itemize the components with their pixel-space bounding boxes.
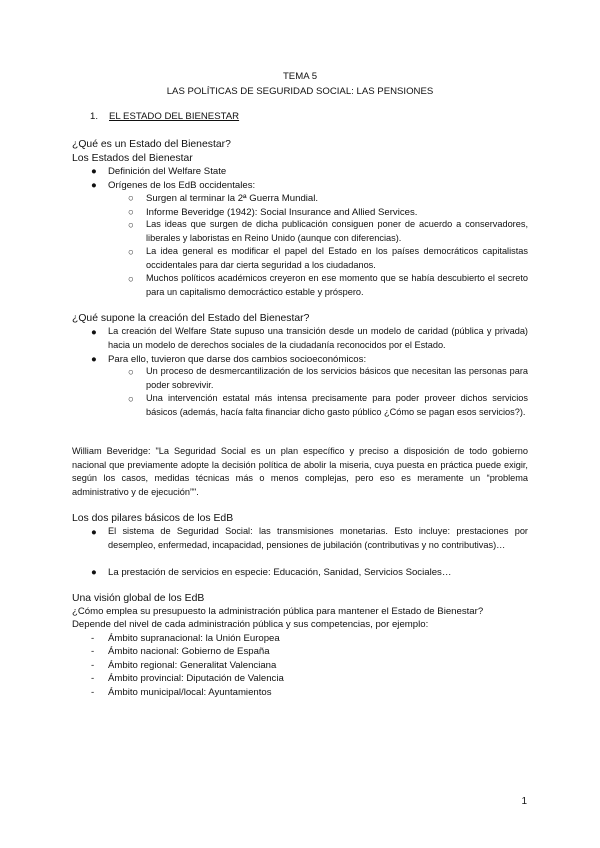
dash-bullet: - [91,673,95,684]
sub-bullet-circle: ○ [128,220,134,231]
list-item: Las ideas que surgen de dicha publicación consiguen poner de acuerdo a conservadores, liberales y laboristas en Reino Unido (aunque con diferencias). [146,219,528,243]
list-item: Ámbito provincial: Diputación de Valencia [108,673,284,684]
bullet-dot: ● [91,527,97,538]
page-number: 1 [521,796,527,807]
question-1: ¿Qué es un Estado del Bienestar? [72,139,231,150]
subtitle-estados: Los Estados del Bienestar [72,153,193,164]
list-item: Muchos políticos académicos creyeron en ese momento que se había descubierto el secreto para un capitalismo democráctico estable y próspero. [146,273,528,297]
global-intro: Depende del nivel de cada administración pública y sus competencias, por ejemplo: [72,619,429,630]
sub-bullet-circle: ○ [128,394,134,405]
list-item: Para ello, tuvieron que darse dos cambios socioeconómicos: [108,354,367,365]
list-item: Surgen al terminar la 2ª Guerra Mundial. [146,193,319,204]
sub-bullet-circle: ○ [128,367,134,378]
bullet-dot: ● [91,567,97,578]
pillars-title: Los dos pilares básicos de los EdB [72,513,234,524]
dash-bullet: - [91,646,95,657]
list-item: La creación del Welfare State supuso una transición desde un modelo de caridad (pública y privada) hacia un modelo de derechos sociales de la ciudadanía reconocidos por el Estado. [108,326,528,350]
tema-label: TEMA 5 [282,71,318,82]
list-item: Una intervención estatal más intensa precisamente para poder proveer dichos servicios básicos (además, hacía falta financiar dicho gasto público ¿Cómo se pagan esos servicios?). [146,393,528,417]
section-title: EL ESTADO DEL BIENESTAR [109,111,240,122]
list-item: El sistema de Seguridad Social: las transmisiones monetarias. Esto incluye: prestaciones por desempleo, enfermedad, incapacidad, pensiones de jubilación (contributivas y no contributivas)… [108,526,528,550]
dash-bullet: - [91,687,95,698]
question-2: ¿Qué supone la creación del Estado del Bienestar? [72,313,310,324]
bullet-dot: ● [91,327,97,338]
sub-bullet-circle: ○ [128,207,134,218]
bullet-dot: ● [91,180,97,191]
list-item: Ámbito nacional: Gobierno de España [108,646,270,657]
global-title: Una visión global de los EdB [72,593,205,604]
sub-bullet-circle: ○ [128,274,134,285]
list-item: Informe Beveridge (1942): Social Insurance and Allied Services. [146,207,418,218]
list-item: Definición del Welfare State [108,166,227,177]
dash-bullet: - [91,633,95,644]
list-item: La prestación de servicios en especie: Educación, Sanidad, Servicios Sociales… [108,567,452,578]
beveridge-quote: William Beveridge: "La Seguridad Social es un plan específico y preciso a disposición de todo gobierno nacional que previamente adopte la decisión política de abolir la miseria, cuya puesta en práctica puede exigir, según los casos, medidas técnicas más o menos complejas, pero eso es meramente un “problema administrativo y de ejecución”". [72,446,528,497]
list-item: La idea general es modificar el papel del Estado en los países democráticos capitalistas occidentales para dar cierta seguridad a los ciudadanos. [146,246,528,270]
list-item: Orígenes de los EdB occidentales: [108,180,256,191]
dash-bullet: - [91,660,95,671]
list-item: Un proceso de desmercantilización de los servicios básicos que necesitan las personas para poder sobrevivir. [146,366,528,390]
global-question: ¿Cómo emplea su presupuesto la administración pública para mantener el Estado de Bienestar? [72,606,484,617]
document-title: LAS POLÍTICAS DE SEGURIDAD SOCIAL: LAS PENSIONES [166,86,434,97]
bullet-dot: ● [91,354,97,365]
list-item: Ámbito supranacional: la Unión Europea [108,633,280,644]
section-number: 1. [90,111,99,122]
list-item: Ámbito regional: Generalitat Valenciana [108,660,277,671]
list-item: Ámbito municipal/local: Ayuntamientos [108,687,272,698]
sub-bullet-circle: ○ [128,247,134,258]
sub-bullet-circle: ○ [128,193,134,204]
bullet-dot: ● [91,166,97,177]
